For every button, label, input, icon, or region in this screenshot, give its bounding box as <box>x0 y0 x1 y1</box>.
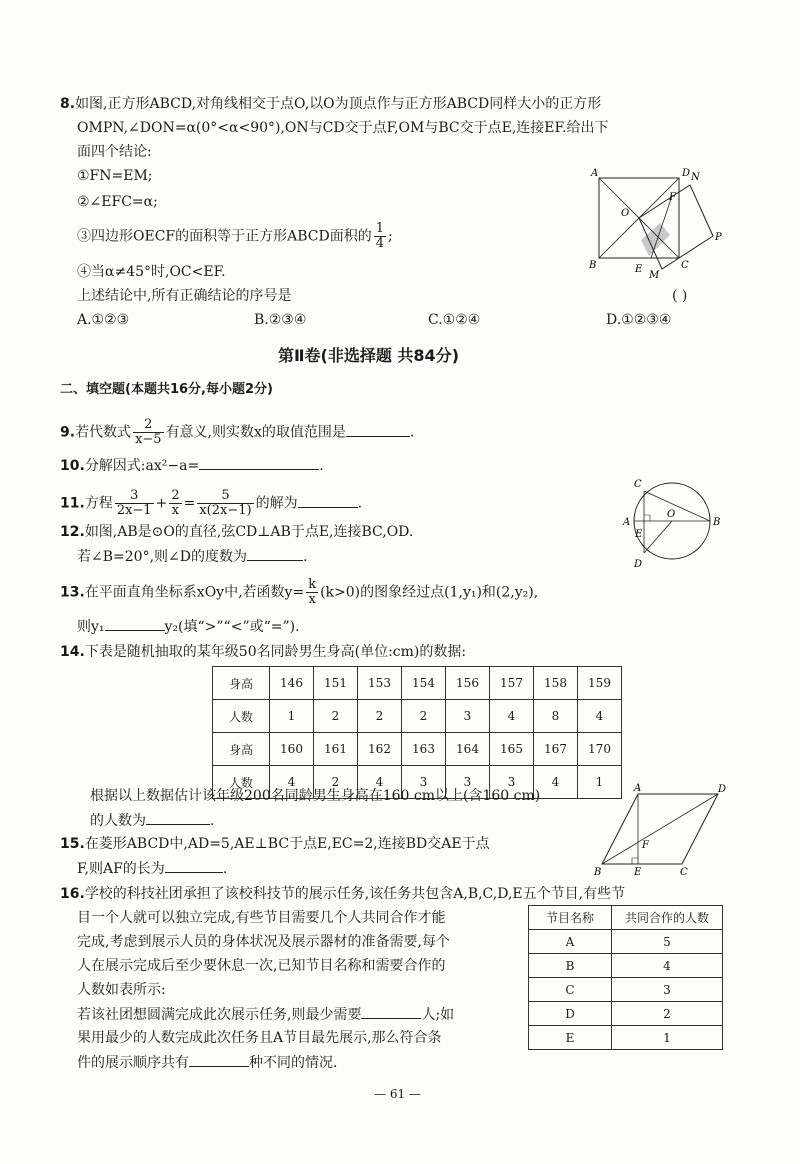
q11-f1-den: 2x−1 <box>116 503 152 518</box>
q11-end: . <box>357 495 363 512</box>
q12-line1 <box>60 522 413 542</box>
q15-line2 <box>77 858 227 879</box>
part2-title: 第Ⅱ卷(非选择题 共84分) <box>278 346 460 365</box>
q14-table-cell: 170 <box>578 733 622 766</box>
q12-label-e: E <box>635 529 643 540</box>
q14-table-cell: 2 <box>402 700 446 733</box>
q15-text-line1: 在菱形ABCD中,AD=5,AE⊥BC于点E,EC=2,连接BD交AE于点 <box>84 836 490 852</box>
q8-line1 <box>60 94 601 114</box>
q8-conclusion-1: ①FN=EM; <box>77 168 153 184</box>
q8-label-b: B <box>589 260 597 271</box>
q8-label-o: O <box>621 208 630 219</box>
q14-table-cell: 3 <box>446 700 490 733</box>
q13-line2-b: y₂(填“>”“<”或“=”). <box>164 619 300 635</box>
q14-table-cell: 4 <box>534 766 578 799</box>
q9-frac-den: x−5 <box>135 432 162 447</box>
q14-table-cell: 4 <box>490 700 534 733</box>
q13-fraction <box>306 578 318 607</box>
q8-conclusion-2: ②∠EFC=α; <box>77 194 158 210</box>
q16-line8-b: 种不同的情况. <box>249 1055 338 1071</box>
q16-table-row <box>529 954 723 978</box>
q13-line2-a: 则y₁ <box>77 619 105 635</box>
q8-number: 8. <box>60 96 76 112</box>
q11-number: 11. <box>60 495 85 512</box>
q11-answer-blank[interactable] <box>298 493 358 508</box>
q14-answer-blank[interactable] <box>146 810 210 825</box>
q8-c3-num: 1 <box>375 221 384 236</box>
q15-end: . <box>222 861 228 877</box>
q14-table-cell: 4 <box>270 766 314 799</box>
q15-answer-blank[interactable] <box>165 858 223 873</box>
q16-program-name: C <box>529 978 612 1002</box>
q9-end: . <box>409 424 415 441</box>
q12-text-line2: 若∠B=20°,则∠D的度数为 <box>77 549 247 565</box>
q10-end: . <box>319 458 324 474</box>
q16-line1 <box>60 884 625 904</box>
q14-text: 下表是随机抽取的某年级50名同龄男生身高(单位:cm)的数据: <box>84 644 467 660</box>
q15-line1 <box>60 834 490 854</box>
section2-heading: 二、填空题(本题共16分,每小题2分) <box>60 382 273 397</box>
q14-table-cell: 157 <box>490 667 534 700</box>
q9-number: 9. <box>60 424 76 441</box>
q10 <box>60 455 324 476</box>
q11-fraction-3 <box>197 489 253 518</box>
q12-label-a: A <box>623 517 631 528</box>
q8-square-figure <box>585 160 735 280</box>
q11-fraction-2 <box>169 489 181 518</box>
q14-table-cell: 160 <box>270 733 314 766</box>
q14-table-cell: 151 <box>314 667 358 700</box>
q14-table-cell: 146 <box>270 667 314 700</box>
q9-post: 有意义,则实数x的取值范围是 <box>165 424 346 441</box>
q11-plus: + <box>155 495 168 512</box>
q14-table-cell: 159 <box>578 667 622 700</box>
q16-line6 <box>77 1004 454 1025</box>
q14-after-text2: 的人数为 <box>90 813 146 829</box>
q11-f3-num: 5 <box>197 489 253 504</box>
q14-line1 <box>60 642 466 662</box>
q15-number: 15. <box>60 836 85 852</box>
q9-frac-num: 2 <box>133 418 164 433</box>
q16-answer-blank-1[interactable] <box>361 1004 421 1019</box>
q12-label-c: C <box>634 479 642 490</box>
q16-line6-a: 若该社团想圆满完成此次展示任务,则最少需要 <box>77 1007 362 1023</box>
q14-row-header: 人数 <box>213 700 270 733</box>
q16-answer-blank-2[interactable] <box>189 1052 249 1067</box>
q15-rhombus-figure <box>590 782 740 878</box>
q16-people-count: 4 <box>612 954 723 978</box>
q14-row-header: 身高 <box>213 667 270 700</box>
q16-line7: 果用最少的人数完成此次任务且A节目最先展示,那么符合条 <box>77 1030 442 1046</box>
q8-ask: 上述结论中,所有正确结论的序号是 <box>77 288 292 304</box>
q14-table-cell: 162 <box>358 733 402 766</box>
q12-number: 12. <box>60 524 85 540</box>
q16-line4: 人在展示完成后至少要休息一次,已知节目名称和需要合作的 <box>77 958 446 974</box>
q14-table-row <box>213 700 622 733</box>
q14-table-cell: 167 <box>534 733 578 766</box>
q16-line8 <box>77 1052 337 1073</box>
q13-line2 <box>77 616 300 637</box>
q10-number: 10. <box>60 458 85 474</box>
q11-f3-den: x(2x−1) <box>199 503 252 518</box>
q16-line6-b: 人;如 <box>421 1007 455 1023</box>
q16-head-name: 节目名称 <box>529 906 612 930</box>
q13-frac-den: x <box>308 592 316 607</box>
q11-f2-num: 2 <box>171 488 180 503</box>
q8-conclusion-3 <box>77 222 393 251</box>
q8-text-line1: 如图,正方形ABCD,对角线相交于点O,以O为顶点作与正方形ABCD同样大小的正方形 <box>75 96 602 112</box>
q8-c3-den: 4 <box>375 236 384 251</box>
q8-c3-fraction <box>374 222 386 251</box>
q14-end: . <box>210 813 215 829</box>
q8-answer-paren: ( ) <box>672 288 688 304</box>
q14-table-cell: 161 <box>314 733 358 766</box>
q16-program-name: B <box>529 954 612 978</box>
q15-label-c: C <box>680 867 688 878</box>
q14-table-cell: 3 <box>446 766 490 799</box>
q14-table-cell: 3 <box>490 766 534 799</box>
q15-text-line2: F,则AF的长为 <box>77 861 165 877</box>
q8-c3-pre: ③四边形OECF的面积等于正方形ABCD面积的 <box>77 228 372 245</box>
q14-table-cell: 4 <box>578 700 622 733</box>
q11-eq: = <box>183 495 196 512</box>
q16-people-count: 3 <box>612 978 723 1002</box>
q14-table-row <box>213 667 622 700</box>
q15-label-e: E <box>634 867 642 878</box>
q9-pre: 若代数式 <box>75 424 132 441</box>
q13-frac-num: k <box>308 577 317 592</box>
q12-line2 <box>77 546 307 567</box>
q13-answer-blank[interactable] <box>105 616 165 631</box>
q16-table-row <box>529 978 723 1002</box>
q9 <box>60 418 414 447</box>
q14-table-cell: 2 <box>314 700 358 733</box>
q9-fraction <box>133 418 164 447</box>
q16-program-name: E <box>529 1026 612 1050</box>
q10-answer-blank[interactable] <box>199 455 319 470</box>
q8-label-f: F <box>669 192 676 203</box>
q16-table-header <box>529 906 723 930</box>
q16-people-count: 1 <box>612 1026 723 1050</box>
q11-pre: 方程 <box>84 495 113 512</box>
q8-option-d: D.①②③④ <box>606 312 672 328</box>
q12-text-line1: 如图,AB是⊙O的直径,弦CD⊥AB于点E,连接BC,OD. <box>84 524 414 540</box>
q16-program-table <box>528 905 723 1050</box>
q14-number: 14. <box>60 644 85 660</box>
q14-row-header: 身高 <box>213 733 270 766</box>
q16-head-count: 共同合作的人数 <box>612 906 723 930</box>
q14-table-cell: 1 <box>270 700 314 733</box>
q14-table-row <box>213 733 622 766</box>
q14-table-cell: 163 <box>402 733 446 766</box>
q14-after-line2 <box>90 810 214 831</box>
q8-label-m: M <box>649 270 660 280</box>
q16-people-count: 2 <box>612 1002 723 1026</box>
q11-f1-num: 3 <box>115 489 154 504</box>
q11-fraction-1 <box>115 489 154 518</box>
q12-answer-blank[interactable] <box>247 546 303 561</box>
q16-line3: 完成,考虑到展示人员的身体状况及展示器材的准备需要,每个 <box>77 934 450 950</box>
q14-table-cell: 3 <box>402 766 446 799</box>
page-number: — 61 — <box>374 1087 421 1101</box>
q13-post: (k>0)的图象经过点(1,y₁)和(2,y₂), <box>320 584 539 601</box>
q16-program-name: A <box>529 930 612 954</box>
q14-table-cell: 158 <box>534 667 578 700</box>
q14-row-header: 人数 <box>213 766 270 799</box>
q14-table-cell: 2 <box>358 700 402 733</box>
q8-shaded-region <box>641 223 670 256</box>
q15-label-a: A <box>634 783 642 794</box>
q11-post: 的解为 <box>255 495 298 512</box>
q8-option-a: A.①②③ <box>77 312 130 328</box>
q8-line2: OMPN,∠DON=α(0°<α<90°),ON与CD交于点F,OM与BC交于点E,连接EF.给出下 <box>77 120 609 136</box>
q8-c3-post: ; <box>388 228 393 245</box>
q11 <box>60 489 362 518</box>
q12-circle-figure <box>612 475 732 575</box>
q15-label-f: F <box>642 840 649 851</box>
q8-line3: 面四个结论: <box>77 144 152 160</box>
q13-line1 <box>60 578 538 607</box>
q16-table-row <box>529 930 723 954</box>
q16-program-name: D <box>529 1002 612 1026</box>
q14-table-cell: 1 <box>578 766 622 799</box>
q12-label-o: O <box>667 509 676 520</box>
q16-line5: 人数如表所示: <box>77 982 166 998</box>
q14-table-cell: 153 <box>358 667 402 700</box>
q16-people-count: 5 <box>612 930 723 954</box>
q8-label-p: P <box>715 232 722 243</box>
q16-line8-a: 件的展示顺序共有 <box>77 1055 189 1071</box>
q14-after-line1: 根据以上数据估计该年级200名同龄男生身高在160 cm以上(含160 cm) <box>90 788 541 804</box>
q12-label-b: B <box>713 517 721 528</box>
q14-table-cell: 154 <box>402 667 446 700</box>
q8-conclusion-4: ④当α≠45°时,OC<EF. <box>77 264 226 280</box>
q14-table-cell: 8 <box>534 700 578 733</box>
q12-end: . <box>302 549 308 565</box>
q11-f2-den: x <box>171 503 180 518</box>
q8-label-a: A <box>591 168 599 179</box>
q16-text-line1: 学校的科技社团承担了该校科技节的展示任务,该任务共包含A,B,C,D,E五个节目,有些节 <box>84 886 626 902</box>
q16-table-row <box>529 1002 723 1026</box>
q14-table-cell: 4 <box>358 766 402 799</box>
q14-table-cell: 165 <box>490 733 534 766</box>
q13-number: 13. <box>60 584 85 601</box>
q8-option-b: B.②③④ <box>254 312 307 328</box>
q8-option-c: C.①②④ <box>428 312 481 328</box>
q8-label-n: N <box>691 172 700 183</box>
q16-number: 16. <box>60 886 85 902</box>
q9-answer-blank[interactable] <box>346 422 410 437</box>
q8-label-d: D <box>682 168 691 179</box>
q8-label-c: C <box>681 260 689 271</box>
q14-height-table <box>212 666 622 799</box>
q14-table-cell: 2 <box>314 766 358 799</box>
q14-table-cell: 164 <box>446 733 490 766</box>
q10-text: 分解因式:ax²−a= <box>84 458 200 474</box>
q16-line2: 目一个人就可以独立完成,有些节目需要几个人共同合作才能 <box>77 910 446 926</box>
q15-label-b: B <box>594 867 602 878</box>
q14-table-cell: 156 <box>446 667 490 700</box>
q13-pre: 在平面直角坐标系xOy中,若函数y= <box>84 584 305 601</box>
q12-label-d: D <box>634 559 643 570</box>
q15-label-d: D <box>718 784 727 795</box>
q8-label-e: E <box>635 264 643 275</box>
q16-table-row <box>529 1026 723 1050</box>
